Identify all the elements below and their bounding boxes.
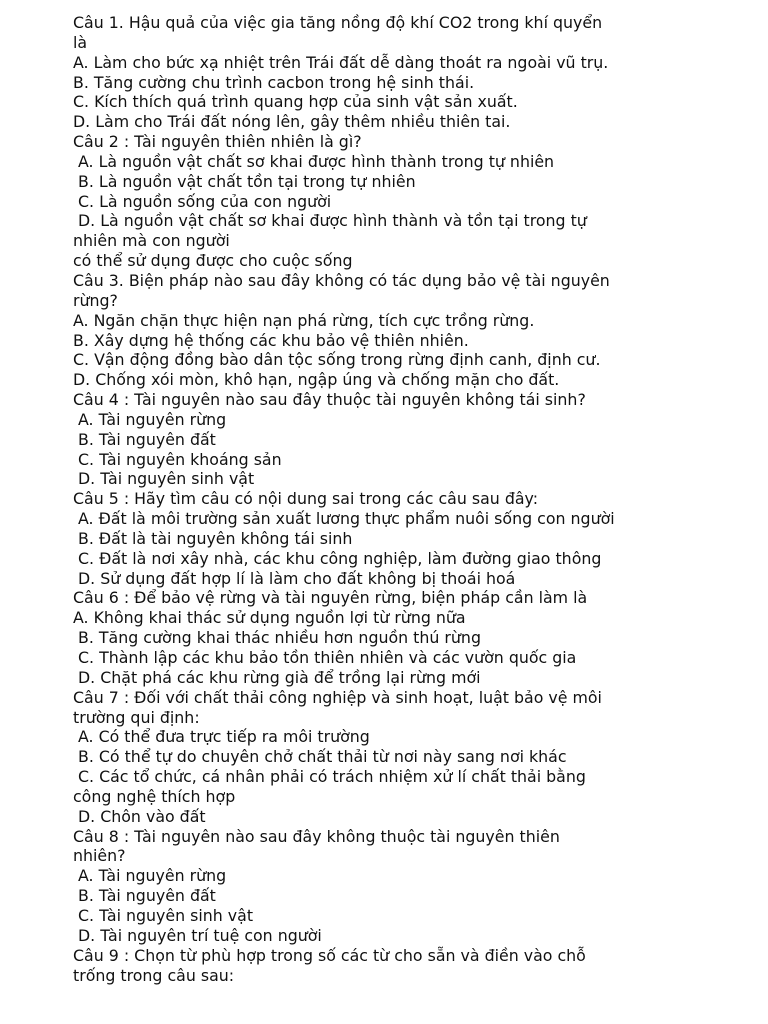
text-line: Câu 4 : Tài nguyên nào sau đây thuộc tài nguyên không tái sinh? (73, 390, 586, 410)
text-line: Câu 7 : Đối với chất thải công nghiệp và sinh hoạt, luật bảo vệ môi (73, 687, 602, 707)
text-line: A. Không khai thác sử dụng nguồn lợi từ rừng nữa (73, 608, 466, 628)
text-line: D. Là nguồn vật chất sơ khai được hình thành và tồn tại trong tự (73, 211, 587, 231)
text-line: B. Là nguồn vật chất tồn tại trong tự nhiên (73, 171, 416, 191)
text-line: Câu 2 : Tài nguyên thiên nhiên là gì? (73, 132, 362, 152)
text-line: D. Chặt phá các khu rừng già để trồng lại rừng mới (73, 667, 481, 687)
text-line: Câu 3. Biện pháp nào sau đây không có tác dụng bảo vệ tài nguyên (73, 270, 610, 290)
text-line: A. Ngăn chặn thực hiện nạn phá rừng, tích cực trồng rừng. (73, 310, 535, 330)
text-line: B. Xây dựng hệ thống các khu bảo vệ thiên nhiên. (73, 330, 469, 350)
text-line: A. Có thể đưa trực tiếp ra môi trường (73, 727, 370, 747)
text-line: C. Các tổ chức, cá nhân phải có trách nhiệm xử lí chất thải bằng (73, 767, 586, 787)
text-line: D. Tài nguyên trí tuệ con người (73, 925, 322, 945)
text-line: B. Đất là tài nguyên không tái sinh (73, 528, 353, 548)
text-line: D. Sử dụng đất hợp lí là làm cho đất không bị thoái hoá (73, 568, 516, 588)
text-line: A. Tài nguyên rừng (73, 409, 227, 429)
text-line: B. Có thể tự do chuyên chở chất thải từ nơi này sang nơi khác (73, 747, 567, 767)
text-line: D. Làm cho Trái đất nóng lên, gây thêm nhiều thiên tai. (73, 112, 511, 132)
text-line: Câu 9 : Chọn từ phù hợp trong số các từ cho sẵn và điền vào chỗ (73, 945, 586, 965)
text-line: công nghệ thích hợp (73, 786, 236, 806)
text-line: nhiên mà con người (73, 231, 230, 251)
text-line: C. Kích thích quá trình quang hợp của sinh vật sản xuất. (73, 92, 518, 112)
text-line: Câu 8 : Tài nguyên nào sau đây không thuộc tài nguyên thiên (73, 826, 560, 846)
text-line: Câu 5 : Hãy tìm câu có nội dung sai trong các câu sau đây: (73, 489, 539, 509)
text-line: C. Thành lập các khu bảo tồn thiên nhiên và các vườn quốc gia (73, 648, 577, 667)
text-line: Câu 6 : Để bảo vệ rừng và tài nguyên rừng, biện pháp cần làm là (73, 588, 588, 608)
document-page (73, 13, 753, 985)
text-line: C. Tài nguyên sinh vật (73, 905, 254, 925)
text-line: C. Là nguồn sống của con người (73, 191, 332, 211)
text-line: D. Chống xói mòn, khô hạn, ngập úng và chống mặn cho đất. (73, 370, 560, 390)
text-line: B. Tài nguyên đất (73, 886, 216, 906)
text-line: Câu 1. Hậu quả của việc gia tăng nồng độ khí CO2 trong khí quyển (73, 13, 603, 32)
text-line: C. Đất là nơi xây nhà, các khu công nghiệp, làm đường giao thông (73, 548, 602, 568)
text-line: có thể sử dụng được cho cuộc sống (73, 251, 353, 271)
text-line: là (73, 32, 88, 52)
text-line: C. Tài nguyên khoáng sản (73, 449, 282, 469)
text-line: trường qui định: (73, 707, 200, 727)
text-line: D. Chôn vào đất (73, 806, 206, 826)
text-line: D. Tài nguyên sinh vật (73, 469, 255, 489)
text-line: nhiên? (73, 846, 126, 866)
text-line: A. Làm cho bức xạ nhiệt trên Trái đất dễ dàng thoát ra ngoài vũ trụ. (73, 52, 609, 72)
text-line: A. Đất là môi trường sản xuất lương thực phẩm nuôi sống con người (73, 509, 615, 529)
text-line: B. Tài nguyên đất (73, 429, 216, 449)
text-line: trống trong câu sau: (73, 965, 235, 985)
text-line: A. Là nguồn vật chất sơ khai được hình thành trong tự nhiên (73, 151, 555, 171)
text-line: rừng? (73, 290, 118, 310)
text-line: B. Tăng cường chu trình cacbon trong hệ sinh thái. (73, 72, 475, 92)
text-line: B. Tăng cường khai thác nhiều hơn nguồn thú rừng (73, 628, 481, 648)
text-line: A. Tài nguyên rừng (73, 866, 227, 886)
text-line: C. Vận động đồng bào dân tộc sống trong rừng định canh, định cư. (73, 350, 601, 370)
